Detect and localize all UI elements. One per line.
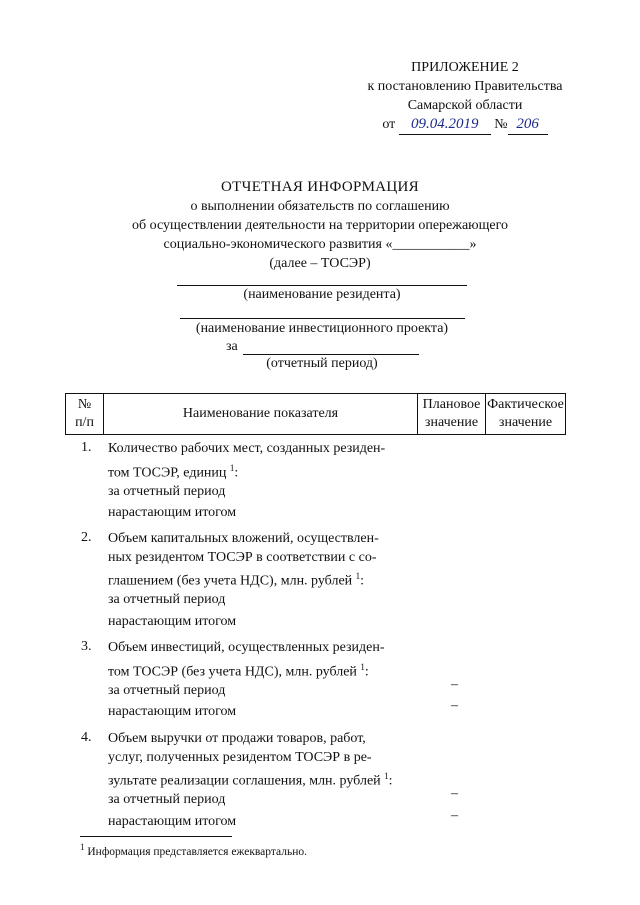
report-title: ОТЧЕТНАЯ ИНФОРМАЦИЯ: [221, 179, 419, 195]
project-name-line: [180, 318, 465, 319]
header-col-plan: Плановое значение: [418, 394, 486, 435]
row-1-cumulative: нарастающим итогом: [108, 505, 237, 521]
row-2-text: [108, 530, 413, 631]
row-2-line-3: глашением (без учета НДС), млн. рублей $^1$:: [108, 571, 365, 589]
row-3-plan-cumulative-dash: –: [451, 698, 458, 713]
header-col-fact: Фактическое значение: [486, 394, 566, 435]
period-caption: (отчетный период): [266, 356, 378, 371]
footnote-separator: [80, 836, 232, 837]
row-4-plan-cumulative-dash: –: [451, 808, 458, 823]
report-title-line-4: (далее – ТОСЭР): [269, 256, 371, 271]
period-line: [243, 354, 419, 355]
row-1-text: [108, 440, 408, 523]
appendix-header: [340, 58, 590, 135]
report-title-line-3: социально-экономического развития «___________»: [163, 237, 477, 252]
row-4-line-3: зультате реализации соглашения, млн. рублей $^1$:: [108, 771, 393, 789]
header-col-name: Наименование показателя: [104, 394, 418, 435]
row-3-line-1: Объем инвестиций, осуществленных резиден-: [108, 640, 385, 655]
row-3-text: [108, 639, 413, 722]
handwritten-date: 09.04.2019: [399, 115, 491, 135]
row-4-period: за отчетный период: [108, 792, 226, 808]
row-4-number: 4.: [81, 730, 92, 745]
row-3-plan-period-dash: –: [451, 677, 458, 692]
row-1-number: 1.: [81, 440, 92, 455]
report-title-line-2: об осуществлении деятельности на территории опережающего: [131, 218, 509, 233]
project-caption: (наименование инвестиционного проекта): [195, 321, 449, 336]
period-prefix: за: [226, 339, 238, 354]
row-2-cumulative: нарастающим итогом: [108, 613, 237, 629]
row-1-line-1: Количество рабочих мест, созданных резиден-: [108, 441, 386, 456]
row-3-cumulative: нарастающим итогом: [108, 704, 237, 720]
report-title-block: [90, 178, 550, 273]
row-4-line-1: Объем выручки от продажи товаров, работ,: [108, 731, 366, 746]
row-2-line-2: ных резидентом ТОСЭР в соответствии с со-: [108, 549, 377, 565]
row-3-number: 3.: [81, 639, 92, 654]
indicator-table-header: [65, 393, 566, 435]
row-4-line-2: услуг, полученных резидентом ТОСЭР в ре-: [108, 749, 372, 765]
appendix-line-1: к постановлению Правительства: [367, 79, 563, 94]
row-2-number: 2.: [81, 530, 92, 545]
footnote-text: Информация представляется ежеквартально.: [87, 845, 308, 858]
header-col-number: № п/п: [66, 394, 104, 435]
appendix-date-line: [340, 115, 590, 135]
handwritten-number: 206: [508, 115, 548, 135]
row-1-period: за отчетный период: [108, 483, 226, 499]
appendix-title: ПРИЛОЖЕНИЕ 2: [411, 60, 519, 75]
row-4-cumulative: нарастающим итогом: [108, 813, 237, 829]
resident-caption: (наименование резидента): [243, 287, 401, 302]
row-1-line-2: том ТОСЭР, единиц $^1$:: [108, 462, 239, 481]
footnote-mark: 1: [80, 842, 85, 852]
row-2-line-1: Объем капитальных вложений, осуществлен-: [108, 531, 379, 546]
row-4-plan-period-dash: –: [451, 786, 458, 801]
appendix-line-2: Самарской области: [407, 98, 523, 113]
footnote: [80, 842, 307, 858]
number-prefix: №: [494, 117, 508, 132]
row-2-period: за отчетный период: [108, 592, 226, 608]
row-3-period: за отчетный период: [108, 682, 226, 698]
from-prefix: от: [382, 117, 396, 132]
row-3-line-2: том ТОСЭР (без учета НДС), млн. рублей $^1$:: [108, 661, 369, 680]
report-title-line-1: о выполнении обязательств по соглашению: [190, 199, 450, 214]
row-4-text: [108, 730, 413, 831]
resident-name-line: [177, 285, 467, 286]
